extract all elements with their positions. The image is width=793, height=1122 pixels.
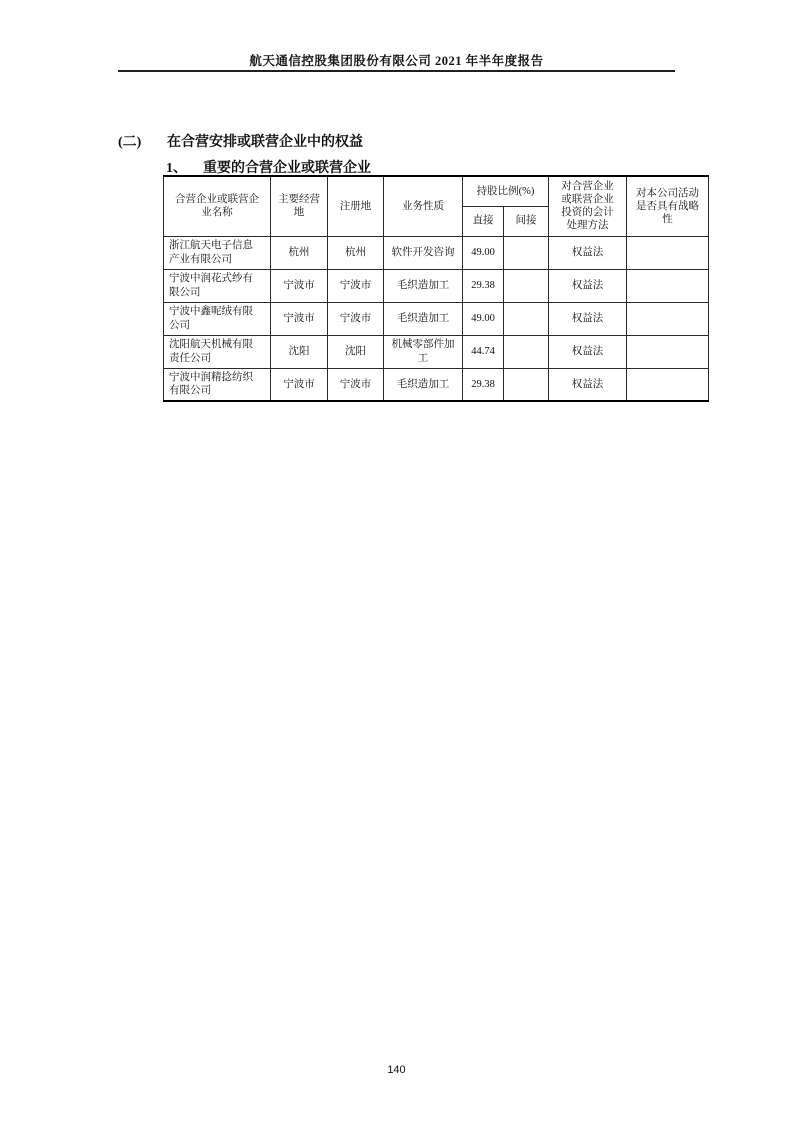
cell-strategic <box>627 335 709 368</box>
cell-business_nature: 机械零部件加工 <box>384 335 463 368</box>
table-row <box>164 335 709 368</box>
cell-main_place: 宁波市 <box>271 368 328 401</box>
cell-strategic <box>627 236 709 269</box>
column-header-strategic: 对本公司活动是否具有战略性 <box>627 176 709 236</box>
cell-registered_place: 沈阳 <box>328 335 384 368</box>
cell-direct: 49.00 <box>463 302 504 335</box>
table-row <box>164 368 709 401</box>
cell-main_place: 宁波市 <box>271 269 328 302</box>
column-header-accounting-method: 对合营企业或联营企业投资的会计处理方法 <box>549 176 627 236</box>
cell-direct: 29.38 <box>463 368 504 401</box>
table-body <box>164 236 709 401</box>
section-title: 在合营安排或联营企业中的权益 <box>167 135 363 150</box>
cell-name: 宁波中润精捻纺织有限公司 <box>164 368 271 401</box>
cell-business_nature: 软件开发咨询 <box>384 236 463 269</box>
table-row <box>164 269 709 302</box>
cell-registered_place: 宁波市 <box>328 368 384 401</box>
column-header-business-nature: 业务性质 <box>384 176 463 236</box>
cell-accounting_method: 权益法 <box>549 302 627 335</box>
cell-indirect <box>504 269 549 302</box>
cell-indirect <box>504 368 549 401</box>
cell-registered_place: 杭州 <box>328 236 384 269</box>
section-heading <box>118 131 363 151</box>
cell-indirect <box>504 335 549 368</box>
column-header-main-place: 主要经营地 <box>271 176 328 236</box>
table-row <box>164 236 709 269</box>
cell-accounting_method: 权益法 <box>549 269 627 302</box>
page-number: 140 <box>387 1064 406 1076</box>
cell-direct: 29.38 <box>463 269 504 302</box>
table-row <box>164 302 709 335</box>
column-header-indirect: 间接 <box>504 206 549 236</box>
column-header-name: 合营企业或联营企业名称 <box>164 176 271 236</box>
subsection-heading <box>166 157 371 177</box>
document-header-title: 航天通信控股集团股份有限公司 2021 年半年度报告 <box>249 54 544 68</box>
section-number: (二) <box>118 135 142 150</box>
cell-accounting_method: 权益法 <box>549 368 627 401</box>
cell-strategic <box>627 269 709 302</box>
cell-main_place: 沈阳 <box>271 335 328 368</box>
column-header-direct: 直接 <box>463 206 504 236</box>
cell-name: 宁波中润花式纱有限公司 <box>164 269 271 302</box>
joint-ventures-table <box>163 175 709 402</box>
cell-name: 宁波中鑫呢绒有限公司 <box>164 302 271 335</box>
cell-name: 浙江航天电子信息产业有限公司 <box>164 236 271 269</box>
column-header-registered-place: 注册地 <box>328 176 384 236</box>
cell-direct: 44.74 <box>463 335 504 368</box>
cell-main_place: 宁波市 <box>271 302 328 335</box>
subsection-number: 1、 <box>166 161 187 176</box>
cell-business_nature: 毛织造加工 <box>384 302 463 335</box>
cell-business_nature: 毛织造加工 <box>384 368 463 401</box>
cell-registered_place: 宁波市 <box>328 269 384 302</box>
cell-business_nature: 毛织造加工 <box>384 269 463 302</box>
cell-direct: 49.00 <box>463 236 504 269</box>
column-header-shareholding: 持股比例(%) <box>463 176 549 206</box>
cell-accounting_method: 权益法 <box>549 236 627 269</box>
cell-accounting_method: 权益法 <box>549 335 627 368</box>
cell-strategic <box>627 302 709 335</box>
subsection-title: 重要的合营企业或联营企业 <box>203 161 371 176</box>
cell-indirect <box>504 302 549 335</box>
cell-registered_place: 宁波市 <box>328 302 384 335</box>
cell-strategic <box>627 368 709 401</box>
cell-main_place: 杭州 <box>271 236 328 269</box>
header-divider <box>118 70 675 72</box>
cell-indirect <box>504 236 549 269</box>
cell-name: 沈阳航天机械有限责任公司 <box>164 335 271 368</box>
